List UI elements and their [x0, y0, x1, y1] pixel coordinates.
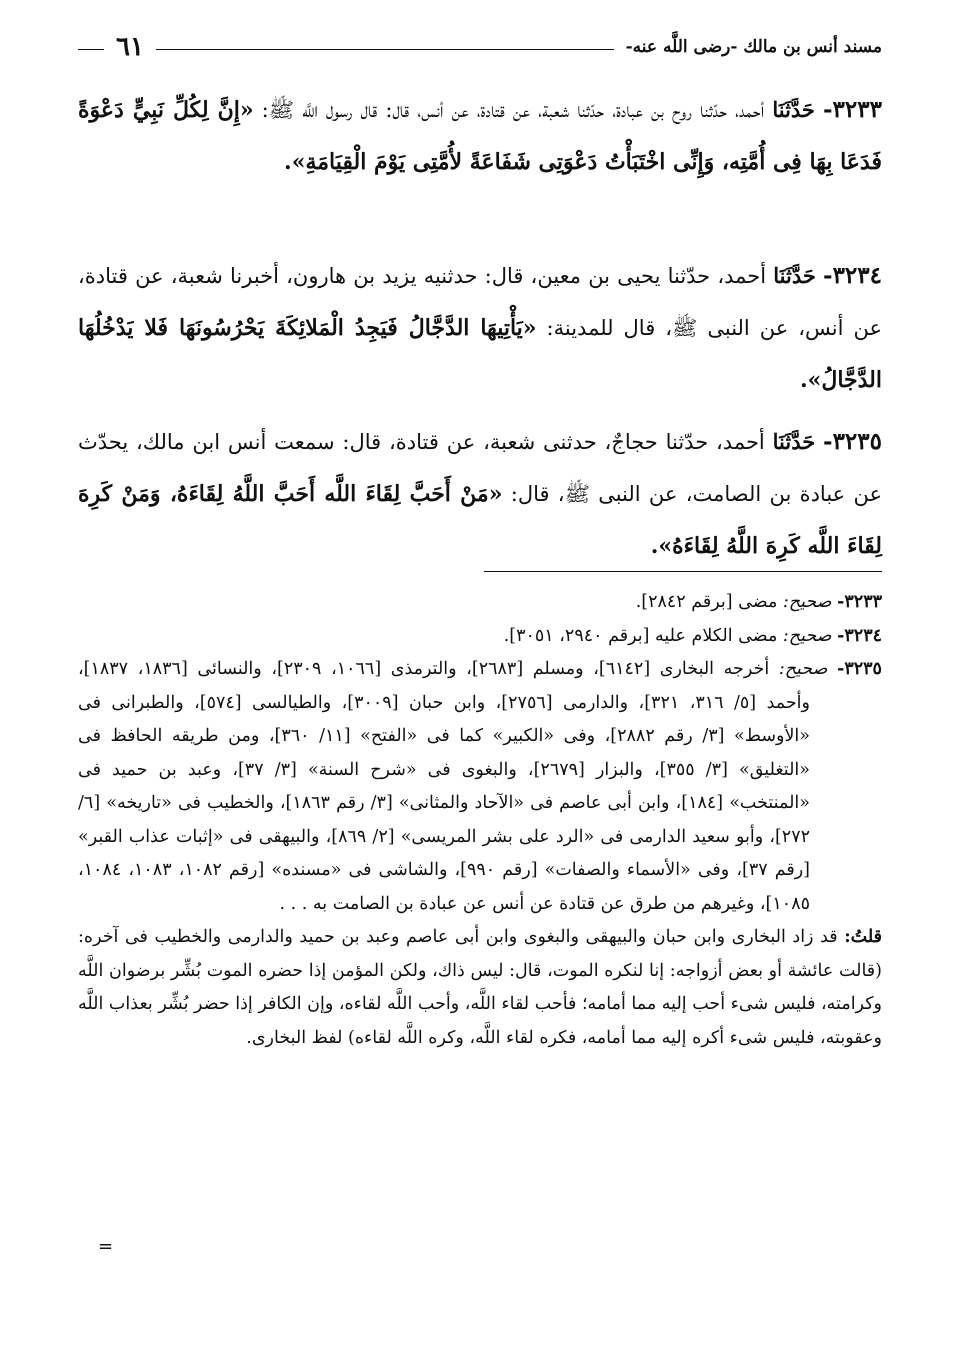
continuation-mark: =: [98, 1236, 114, 1257]
footnote-3235: [78, 653, 882, 921]
footnote-number: ٣٢٣٤-: [837, 625, 882, 646]
editor-note-text: قد زاد البخارى وابن حبان والبيهقى والبغوى وابن أبى عاصم وعبد بن حميد والدارمى والخطيب فى آخره: (قالت عائشة أو بعض أزواجه: إنا لنكره الموت، قال: ليس ذاك، ولكن المؤمن إذا حضره الموت بُشِّر برضوان اللَّه وكرامته، فليس شىء أحب إليه مما أمامه؛ فأحب لقاء اللَّه، وأحب اللَّه لقاءه، وإن الكافر إذا حضر بُشِّر بعذاب اللَّه وعقوبته، فليس شىء أكره إليه مما أمامه، فكره لقاء اللَّه، وكره اللَّه لقاءه) لفظ البخارى.: [78, 927, 882, 1048]
hadith-number: ٣٢٣٣-: [822, 96, 882, 123]
footnote-3233: [78, 586, 882, 620]
hadith-matn: «إِنَّ لِكُلِّ نَبِيٍّ دَعْوَةً فَدَعَا بِهَا فِى أُمَّتِه، وَإِنِّى اخْتَبَأْتُ دَعْوَتِى شَفَاعَةً لأُمَّتِى يَوْمَ الْقِيَامَةِ».: [78, 97, 882, 175]
footnote-grade: صحيح:: [782, 625, 832, 646]
editor-note: [78, 921, 882, 1055]
hadith-3233: [78, 84, 882, 188]
hadith-chain: أحمد، حدّثنا حجاجٌ، حدثنى شعبة، عن قتادة، قال: سمعت أنس ابن مالك، يحدّث عن عبادة بن الصامت، عن النبى ﷺ، قال:: [78, 430, 882, 506]
book-title: مسند أنس بن مالك -رضى اللَّه عنه-: [625, 37, 882, 57]
hadith-3235: [78, 416, 882, 572]
footnote-3234: [78, 620, 882, 654]
hadith-narrator-open: حَدَّثَنَا: [773, 263, 816, 288]
hadith-narrator-open: حَدَّثَنَا: [772, 97, 815, 122]
footnotes: [78, 586, 882, 1055]
footnote-text: أخرجه البخارى [٦١٤٢]، ومسلم [٢٦٨٣]، والترمذى [١٠٦٦، ٢٣٠٩]، والنسائى [١٨٣٦، ١٨٣٧]، وأحمد [٥/ ٣١٦، ٣٢١]، والدارمى [٢٧٥٦]، وابن حبان [٣٠٠٩]، والطيالسى [٥٧٤]، والطبرانى فى «الأوسط» [٣/ رقم ٢٨٨٢]، وفى «الكبير» كما فى «الفتح» [١١/ ٣٦٠]، ومن طريقه الحافظ فى «التغليق» [٣/ ٣٥٥]، والبزار [٢٦٧٩]، والبغوى فى «شرح السنة» [٣/ ٣٧]، وعبد بن حميد فى «المنتخب» [١٨٤]، وابن أبى عاصم فى «الآحاد والمثانى» [٣/ رقم ١٨٦٣]، والخطيب فى «تاريخه» [٦/ ٢٧٢]، وأبو سعيد الدارمى فى «الرد على بشر المريسى» [٢/ ٨٦٩]، والبيهقى فى «إثبات عذاب القبر» [رقم ٣٧]، وفى «الأسماء والصفات» [رقم ٩٩٠]، والشاشى فى «مسنده» [رقم ١٠٨٢، ١٠٨٣، ١٠٨٤، ١٠٨٥]، وغيرهم من طرق عن قتادة عن أنس عن عبادة بن الصامت به . . .: [78, 659, 810, 914]
hadith-narrator-open: حَدَّثَنَا: [772, 429, 816, 454]
hadith-chain: أحمد، حدّثنا يحيى بن معين، قال: حدثنيه يزيد بن هارون، أخبرنا شعبة، عن قتادة، عن أنس، عن النبى ﷺ، قال للمدينة:: [78, 264, 882, 340]
footnote-text: مضى [برقم ٢٨٤٢].: [635, 592, 778, 612]
footnote-separator: [484, 571, 882, 572]
hadith-number: ٣٢٣٤-: [823, 262, 882, 289]
header-dash: [78, 49, 104, 50]
hadith-number: ٣٢٣٥-: [823, 428, 882, 455]
hadith-matn: «مَنْ أَحَبَّ لِقَاءَ اللَّه أَحَبَّ اللَّهُ لِقَاءَهُ، وَمَنْ كَرِهَ لِقَاءَ اللَّه كَرِهَ اللَّهُ لِقَاءَهُ».: [78, 481, 882, 559]
hadith-3234: [78, 250, 882, 406]
header-rule: [156, 49, 614, 50]
editor-note-label: قلتُ:: [844, 927, 882, 947]
footnote-number: ٣٢٣٣-: [837, 592, 882, 612]
footnote-grade: صحيح:: [782, 592, 832, 612]
hadith-chain: أحمد، حدّثنا روح بن عبادة، حدّثنا شعبة، عن قتادة، عن أنس، قال: قال رسول اللَّه ﷺ:: [261, 98, 765, 122]
footnote-number: ٣٢٣٥-: [837, 659, 882, 679]
footnote-grade: صحيح:: [778, 659, 828, 679]
running-header: [78, 30, 882, 64]
page-number: ٦١: [116, 32, 144, 62]
footnote-text: مضى الكلام عليه [برقم ٢٩٤٠، ٣٠٥١].: [503, 625, 778, 646]
hadith-matn: «يَأْتِيهَا الدَّجَّالُ فَيَجِدُ الْمَلائِكَةَ يَحْرُسُونَهَا فَلا يَدْخُلُهَا الدَّجَّالُ».: [78, 315, 882, 393]
